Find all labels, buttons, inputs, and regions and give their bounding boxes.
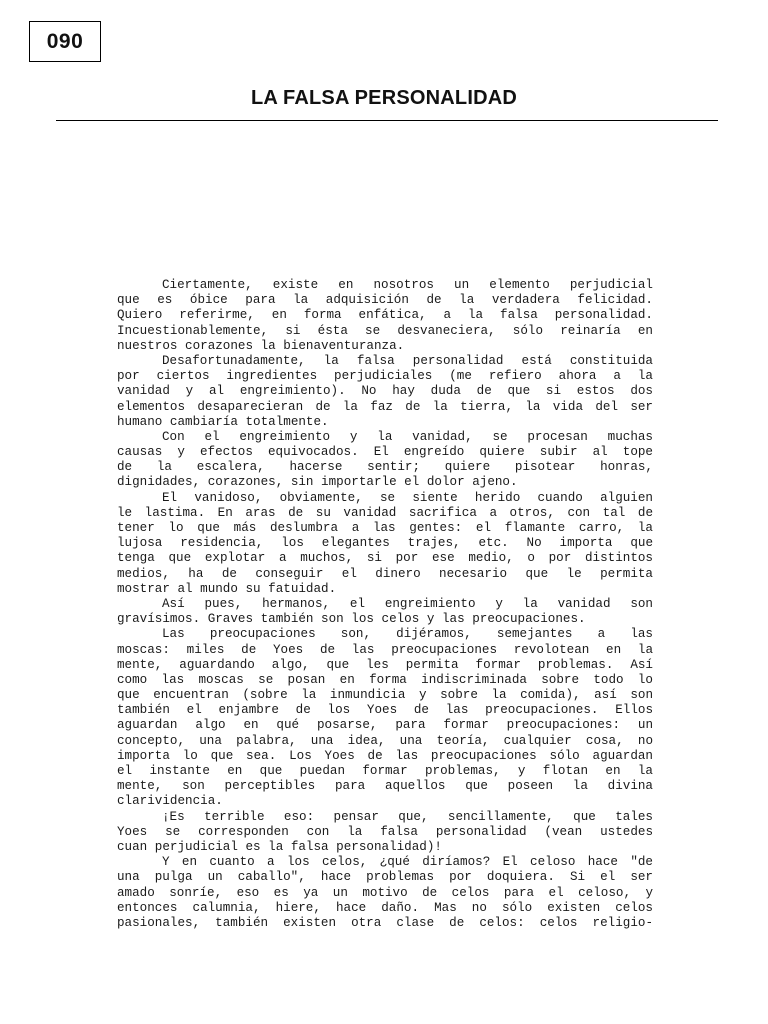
- text-line: tenga que explotar a muchos, si por ese medio, o por distintos: [117, 551, 653, 566]
- text-line: El vanidoso, obviamente, se siente herido cuando alguien: [162, 490, 653, 505]
- text-line: Y en cuanto a los celos, ¿qué diríamos? El celoso hace "de: [162, 855, 653, 870]
- text-line: amado sonríe, eso es ya un motivo de celos para el celoso, y: [117, 885, 653, 900]
- text-line: tener lo que más deslumbra a las gentes: el flamante carro, la: [117, 521, 653, 535]
- text-line: causas y efectos equivocados. El engreído quiere subir al tope: [117, 445, 653, 460]
- text-line: ¡Es terrible eso: pensar que, sencillamente, que tales: [162, 809, 653, 824]
- text-line: Con el engreimiento y la vanidad, se procesan muchas: [162, 429, 653, 444]
- text-line: le lastima. En aras de su vanidad sacrifica a otros, con tal de: [117, 505, 653, 520]
- text-line: elementos desaparecieran de la faz de la tierra, la vida del ser: [117, 399, 653, 414]
- text-line: concepto, una palabra, una idea, una teoría, cualquier cosa, no: [117, 733, 653, 748]
- text-line: de la escalera, hacerse sentir; quiere pisotear honras,: [117, 460, 653, 475]
- page-number: 090: [46, 29, 84, 53]
- text-line: entonces calumnia, hiere, hace daño. Mas no sólo existen celos: [117, 900, 653, 915]
- text-line: clarividencia.: [117, 794, 223, 809]
- text-line: vanidad y al engreimiento). No hay duda de que si estos dos: [117, 384, 653, 399]
- text-line: humano cambiaría totalmente.: [117, 414, 329, 429]
- text-line: mente, son perceptibles para aquellos que poseen la divina: [117, 779, 653, 794]
- text-line: que encuentran (sobre la inmundicia y sobre la comida), así son: [117, 688, 653, 703]
- text-line: Incuestionablemente, si ésta se desvaneciera, sólo reinaría en: [117, 323, 653, 338]
- text-line: gravísimos. Graves también son los celos y las preocupaciones.: [117, 612, 586, 627]
- page-title: LA FALSA PERSONALIDAD: [250, 87, 518, 109]
- text-line: que es óbice para la adquisición de la verdadera felicidad.: [117, 293, 653, 308]
- text-line: una pulga un caballo", hace problemas por doquiera. Si el ser: [117, 870, 653, 885]
- text-line: importa lo que sea. Los Yoes de las preocupaciones sólo aguardan: [117, 748, 653, 763]
- page-number-box: [29, 21, 101, 62]
- text-line: mente, aguardando algo, que les permita formar problemas. Así: [117, 657, 653, 672]
- text-line: como las moscas se posan en forma indiscriminada sobre todo lo: [117, 672, 653, 687]
- text-line: Yoes se corresponden con la falsa personalidad (vean ustedes: [117, 824, 653, 839]
- text-line: cuan perjudicial es la falsa personalidad)!: [117, 839, 442, 854]
- text-line: Las preocupaciones son, dijéramos, semejantes a las: [162, 627, 653, 642]
- text-line: lujosa residencia, los elegantes trajes, etc. No importa que: [117, 536, 653, 551]
- text-line: Quiero referirme, en forma enfática, a la falsa personalidad.: [117, 308, 653, 323]
- text-line: pasionales, también existen otra clase de celos: celos religio-: [117, 915, 653, 930]
- text-line: también el enjambre de los Yoes de las preocupaciones. Ellos: [117, 703, 653, 718]
- body-text: [117, 278, 653, 931]
- text-line: Ciertamente, existe en nosotros un elemento perjudicial: [162, 278, 653, 292]
- text-line: dignidades, corazones, sin importarle el dolor ajeno.: [117, 475, 518, 490]
- text-line: Desafortunadamente, la falsa personalidad está constituida: [162, 353, 653, 368]
- text-line: aguardan algo en qué posarse, para formar preocupaciones: un: [117, 718, 653, 733]
- text-line: moscas: miles de Yoes de las preocupaciones revolotean en la: [117, 642, 653, 657]
- text-line: medios, ha de conseguir el dinero necesario que le permita: [117, 566, 653, 581]
- text-line: por ciertos ingredientes perjudiciales (me refiero ahora a la: [117, 369, 653, 384]
- text-line: Así pues, hermanos, el engreimiento y la vanidad son: [162, 596, 653, 611]
- text-line: mostrar al mundo su fatuidad.: [117, 581, 337, 596]
- title-divider: [56, 120, 718, 121]
- text-line: el instante en que puedan formar problemas, y flotan en la: [117, 764, 653, 778]
- text-line: nuestros corazones la bienaventuranza.: [117, 338, 405, 353]
